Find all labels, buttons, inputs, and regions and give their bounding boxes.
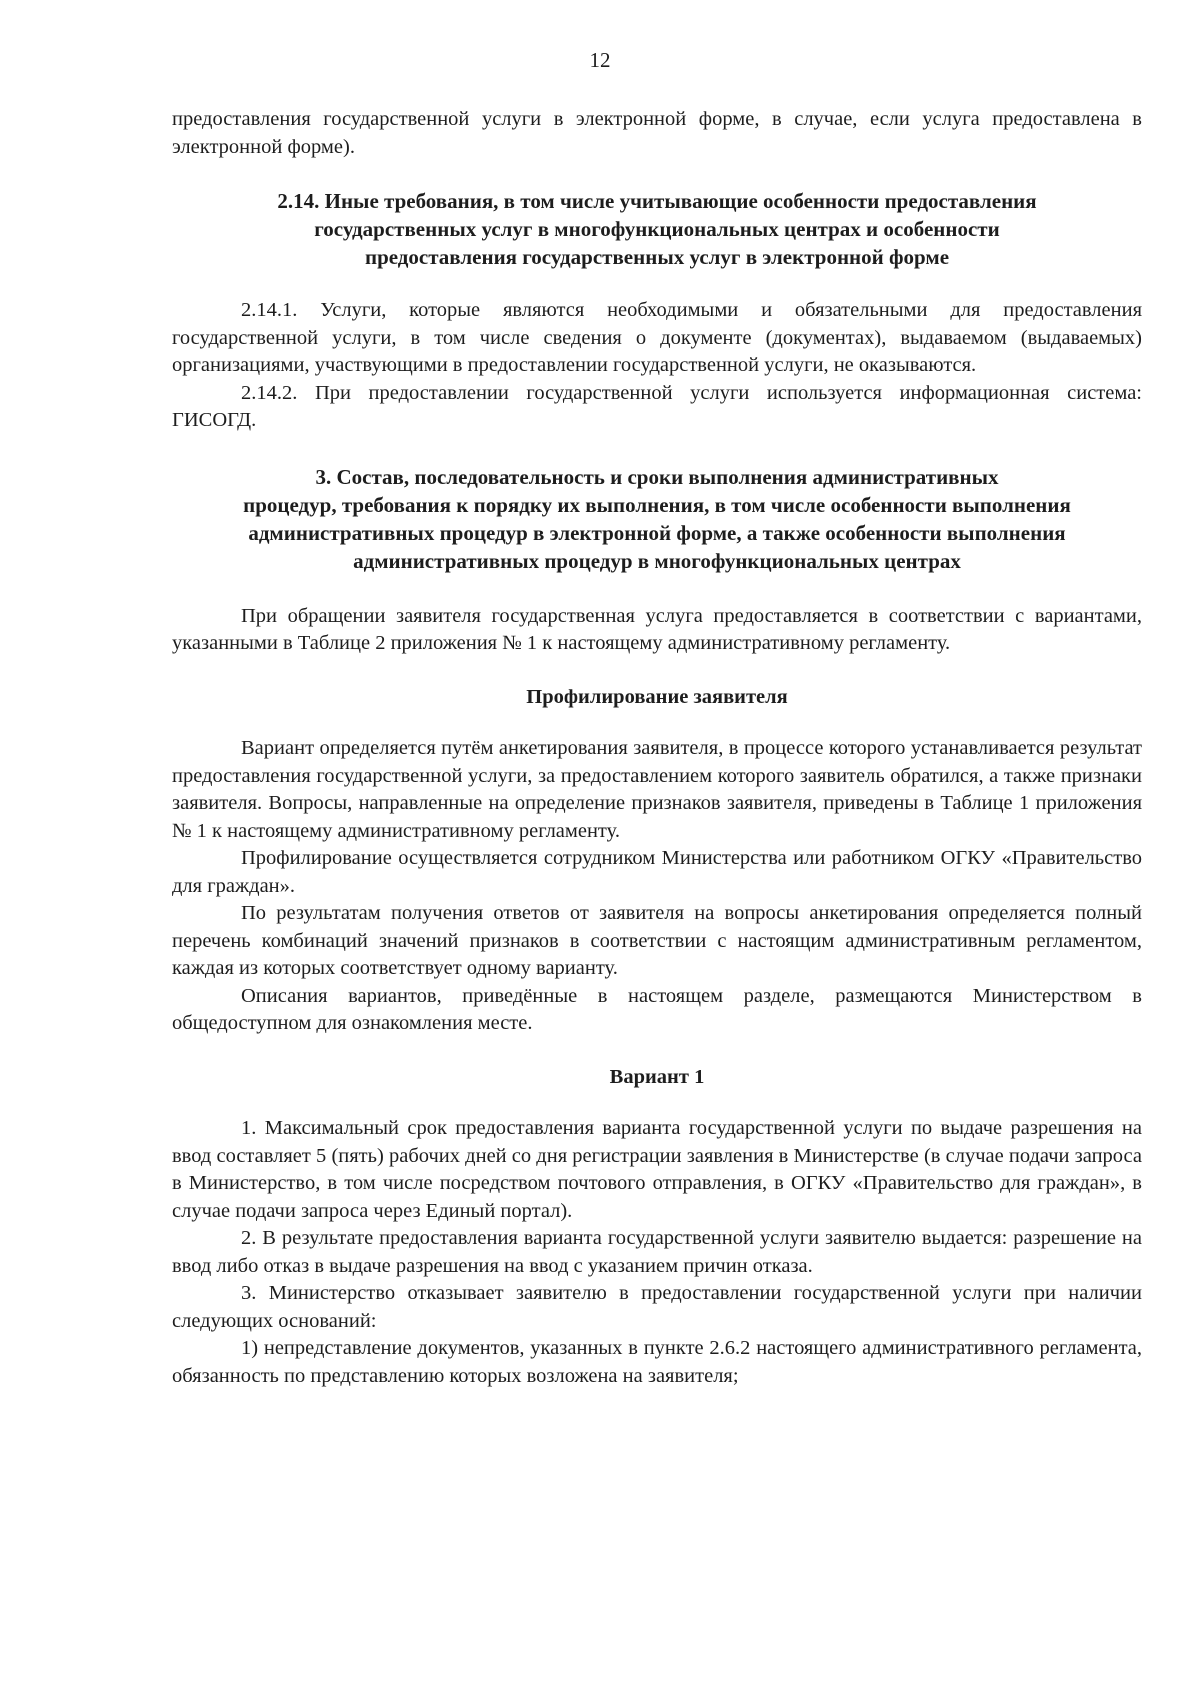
paragraph-2-14-2: 2.14.2. При предоставлении государственной услуги используется информационная система: ГИСОГД. [172, 381, 1142, 431]
paragraph-2-14-1: 2.14.1. Услуги, которые являются необходимыми и обязательными для предоставления государственной услуги, в том числе сведения о документе (документах), выдаваемом (выдаваемых) организациями, участвующими в предоставлении государственной услуги, не оказываются. [172, 299, 1142, 376]
section-3-heading-line-4: административных процедур в многофункциональных центрах [353, 548, 961, 573]
section-2-14-heading [172, 187, 1142, 271]
paragraph-profiling-1: Вариант определяется путём анкетирования заявителя, в процессе которого устанавливается результат предоставления государственной услуги, за предоставлением которого заявитель обратился, а также признаки заявителя. Вопросы, направленные на определение признаков заявителя, приведены в Таблице 1 приложения № 1 к настоящему административному регламенту. [172, 737, 1142, 842]
section-3-heading [172, 463, 1142, 575]
profiling-title: Профилирование заявителя [526, 685, 788, 708]
section-2-14-heading-line-1: 2.14. Иные требования, в том числе учитывающие особенности предоставления [277, 189, 1037, 213]
variant-1-title: Вариант 1 [609, 1065, 705, 1088]
paragraph-variant-1-1: 1. Максимальный срок предоставления варианта государственной услуги по выдаче разрешения на ввод составляет 5 (пять) рабочих дней со дня регистрации заявления в Министерстве (в случае подачи запроса в Министерство, в том числе посредством почтового отправления, в ОГКУ «Правительство для граждан», в случае подачи запроса через Единый портал). [172, 1117, 1142, 1222]
paragraph-profiling-4: Описания вариантов, приведённые в настоящем разделе, размещаются Министерством в общедоступном для ознакомления месте. [172, 984, 1142, 1034]
continuation-paragraph: предоставления государственной услуги в электронной форме, в случае, если услуга предоставлена в электронной форме). [172, 108, 1142, 158]
paragraph-variant-1-3: 3. Министерство отказывает заявителю в предоставлении государственной услуги при наличии следующих оснований: [172, 1282, 1142, 1332]
paragraph-variant-1-2: 2. В результате предоставления варианта государственной услуги заявителю выдается: разрешение на ввод либо отказ в выдаче разрешения на ввод с указанием причин отказа. [172, 1227, 1142, 1277]
paragraph-profiling-3: По результатам получения ответов от заявителя на вопросы анкетирования определяется полный перечень комбинаций значений признаков в соответствии с настоящим административным регламентом, каждая из которых соответствует одному варианту. [172, 902, 1142, 979]
section-2-14-heading-line-2: государственных услуг в многофункциональных центрах и особенности [314, 217, 1000, 241]
variant-1-body [172, 1115, 1142, 1390]
section-3-heading-line-2: процедур, требования к порядку их выполнения, в том числе особенности выполнения [243, 492, 1071, 517]
page-number: 12 [589, 48, 611, 72]
section-2-14-body [172, 297, 1142, 435]
section-3-heading-line-3: административных процедур в электронной форме, а также особенности выполнения [248, 520, 1066, 545]
section-3-body [172, 603, 1142, 658]
section-2-14-heading-line-3: предоставления государственных услуг в электронной форме [364, 245, 950, 269]
section-3-heading-line-1: 3. Состав, последовательность и сроки выполнения административных [315, 464, 999, 489]
profiling-body [172, 735, 1142, 1038]
paragraph-section-3-intro: При обращении заявителя государственная услуга предоставляется в соответствии с вариантами, указанными в Таблице 2 приложения № 1 к настоящему административному регламенту. [172, 604, 1142, 654]
paragraph-profiling-2: Профилирование осуществляется сотрудником Министерства или работником ОГКУ «Правительство для граждан». [172, 847, 1142, 897]
paragraph-variant-1-4: 1) непредставление документов, указанных в пункте 2.6.2 настоящего административного регламента, обязанность по представлению которых возложена на заявителя; [172, 1337, 1142, 1387]
document-body [172, 106, 1142, 1390]
